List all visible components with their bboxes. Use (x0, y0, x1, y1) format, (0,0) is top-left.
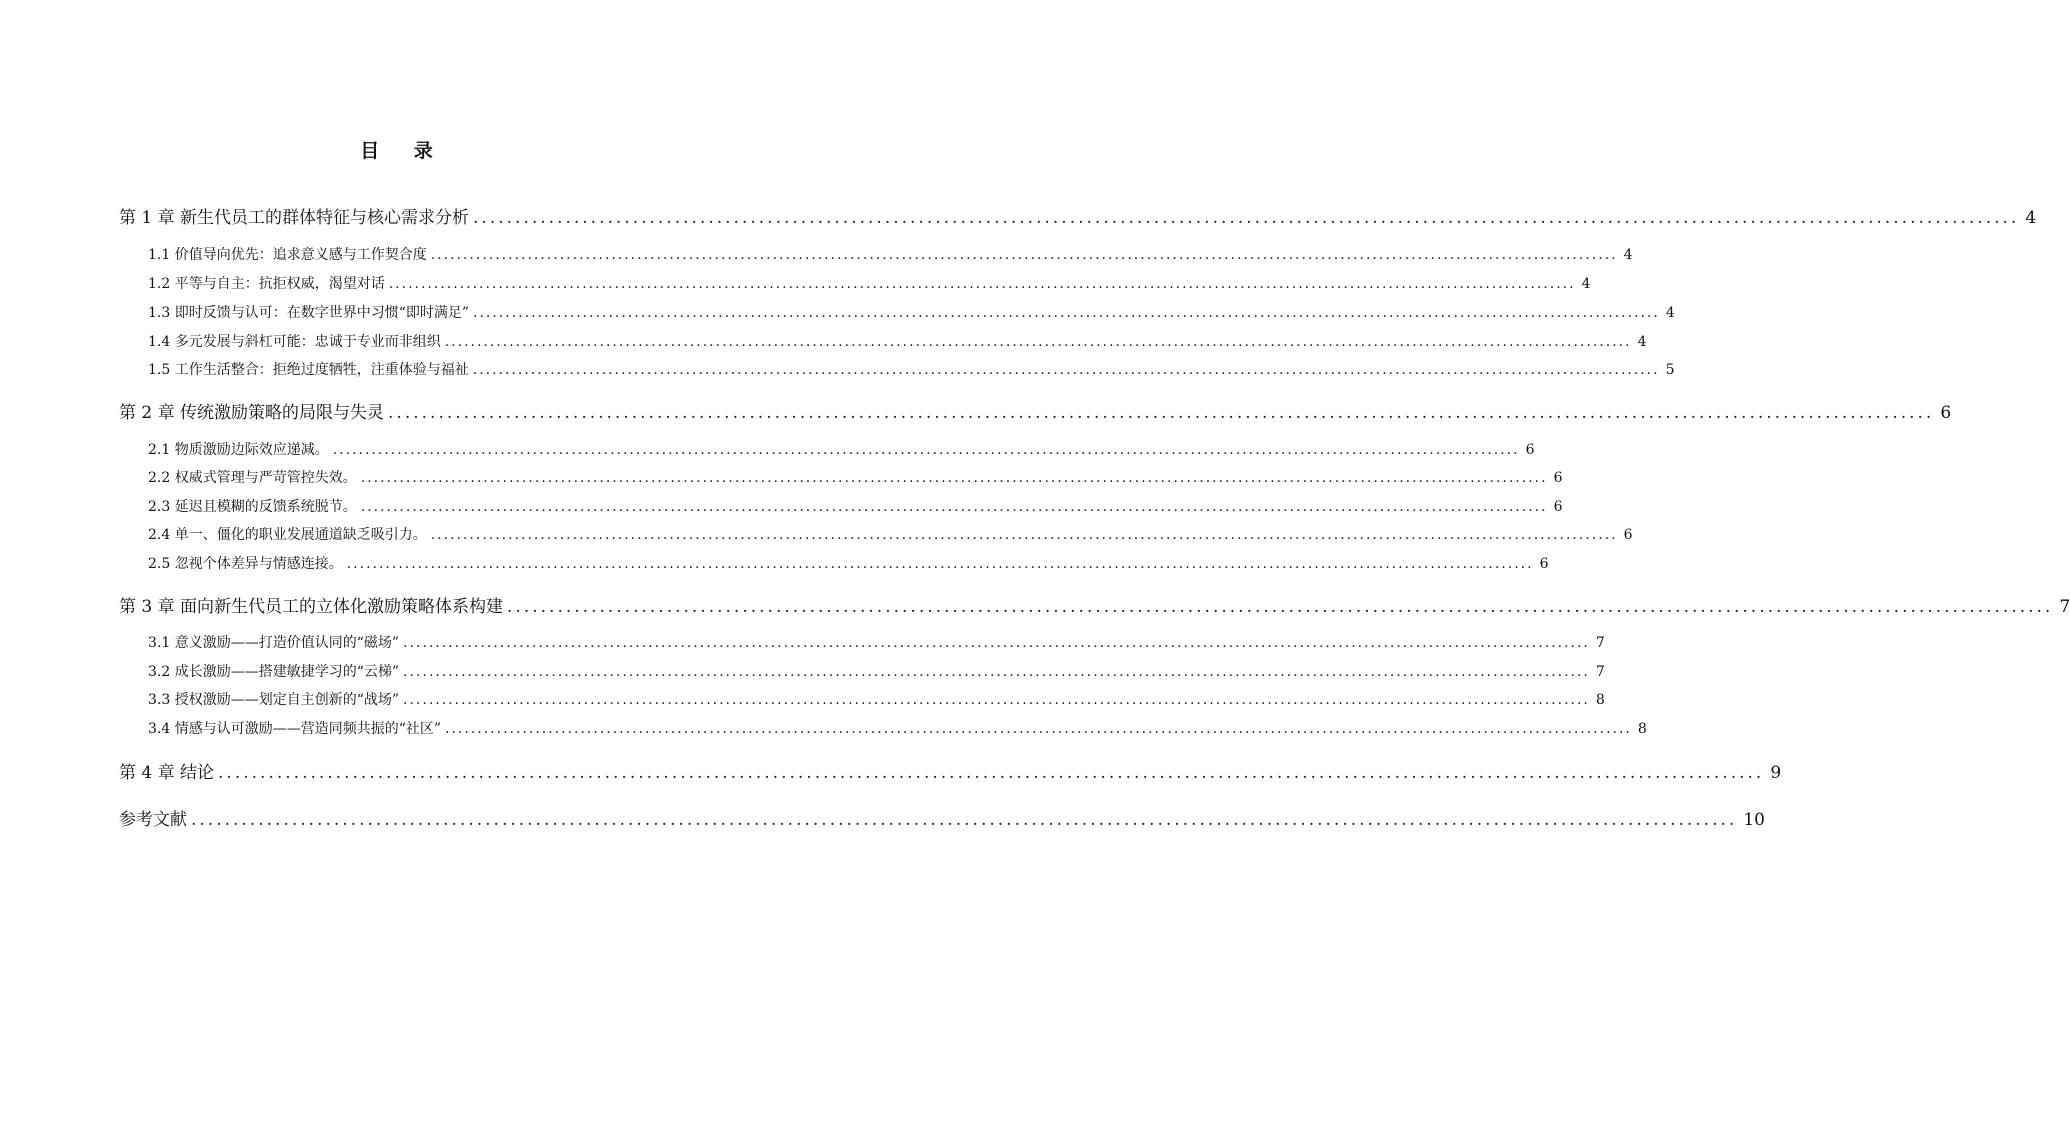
dot-leader: ........................................................................................................................................................................................ (445, 721, 1632, 737)
toc-entry-label: 1.1 价值导向优先：追求意义感与工作契合度 (148, 247, 427, 263)
toc-entry-page: 4 (1665, 305, 1675, 321)
toc-entry-label: 2.1 物质激励边际效应递减。 (148, 442, 329, 458)
dot-leader: ........................................................................................................................................................................................ (360, 499, 1548, 515)
toc-entry-label: 2.5 忽视个体差异与情感连接。 (148, 556, 343, 572)
dot-leader: ........................................................................................................................................................................................ (472, 362, 1660, 378)
toc-entry-page: 8 (1637, 721, 1647, 737)
toc-entry-page: 4 (1623, 247, 1633, 263)
toc-entry-page: 6 (1553, 470, 1563, 486)
toc-entry-section-3-3[interactable] (148, 689, 1605, 709)
toc-entry-page: 6 (1623, 527, 1633, 543)
dot-leader: ........................................................................................................................................................................................ (403, 635, 1590, 651)
toc-entry-label: 1.3 即时反馈与认可：在数字世界中习惯“即时满足” (148, 305, 470, 321)
dot-leader: ........................................................................................................................................................................................ (360, 470, 1548, 486)
toc-title: 目 录 (360, 140, 447, 162)
toc-entry-page: 4 (2025, 208, 2037, 228)
toc-entry-label: 3.4 情感与认可激励——营造同频共振的“社区” (148, 721, 442, 737)
toc-entry-label: 2.3 延迟且模糊的反馈系统脱节。 (148, 499, 357, 515)
toc-entry-section-1-1[interactable] (148, 244, 1633, 264)
toc-entry-section-2-3[interactable] (148, 496, 1563, 516)
toc-entry-label: 第 2 章 传统激励策略的局限与失灵 (119, 403, 385, 423)
toc-entry-page: 6 (1940, 403, 1952, 423)
dot-leader: ........................................................................................................................................................................................ (218, 763, 1765, 783)
toc-entry-section-1-4[interactable] (148, 331, 1647, 351)
toc-entry-page: 7 (1595, 664, 1605, 680)
toc-entry-label: 1.2 平等与自主：抗拒权威，渴望对话 (148, 276, 385, 292)
toc-entry-label: 1.4 多元发展与斜杠可能：忠诚于专业而非组织 (148, 334, 441, 350)
toc-entry-page: 7 (1595, 635, 1605, 651)
toc-entry-chapter-2[interactable] (119, 398, 1952, 423)
dot-leader: ........................................................................................................................................................................................ (191, 810, 1738, 830)
toc-entry-page: 10 (1743, 810, 1765, 830)
toc-entry-chapter-3[interactable] (119, 592, 2070, 617)
dot-leader: ........................................................................................................................................................................................ (473, 305, 1660, 321)
toc-entry-label: 第 3 章 面向新生代员工的立体化激励策略体系构建 (119, 597, 504, 617)
dot-leader: ........................................................................................................................................................................................ (473, 208, 2020, 228)
toc-entry-label: 2.2 权威式管理与严苛管控失效。 (148, 470, 357, 486)
toc-entry-section-1-3[interactable] (148, 302, 1675, 322)
toc-entry-label: 3.2 成长激励——搭建敏捷学习的“云梯” (148, 664, 400, 680)
dot-leader: ........................................................................................................................................................................................ (332, 442, 1520, 458)
toc-entry-section-3-2[interactable] (148, 661, 1605, 681)
toc-entry-page: 4 (1637, 334, 1647, 350)
toc-entry-label: 1.5 工作生活整合：拒绝过度牺牲，注重体验与福祉 (148, 362, 469, 378)
toc-entry-page: 4 (1581, 276, 1591, 292)
toc-entry-section-2-5[interactable] (148, 553, 1549, 573)
dot-leader: ........................................................................................................................................................................................ (388, 276, 1576, 292)
toc-entry-page: 8 (1595, 692, 1605, 708)
toc-entry-section-3-1[interactable] (148, 632, 1605, 652)
dot-leader: ........................................................................................................................................................................................ (403, 692, 1590, 708)
toc-entry-section-2-1[interactable] (148, 439, 1535, 459)
toc-entry-page: 6 (1539, 556, 1549, 572)
toc-entry-label: 2.4 单一、僵化的职业发展通道缺乏吸引力。 (148, 527, 427, 543)
dot-leader: ........................................................................................................................................................................................ (403, 664, 1590, 680)
toc-entry-section-1-2[interactable] (148, 273, 1591, 293)
toc-entry-page: 5 (1665, 362, 1675, 378)
dot-leader: ........................................................................................................................................................................................ (388, 403, 1935, 423)
dot-leader: ........................................................................................................................................................................................ (430, 247, 1618, 263)
dot-leader: ........................................................................................................................................................................................ (507, 597, 2054, 617)
toc-entry-page: 9 (1770, 763, 1782, 783)
toc-entry-section-2-2[interactable] (148, 467, 1563, 487)
toc-entry-chapter-4[interactable] (119, 758, 1782, 783)
toc-entry-section-2-4[interactable] (148, 524, 1633, 544)
toc-entry-page: 7 (2059, 597, 2070, 617)
toc-entry-label: 参考文献 (119, 810, 187, 830)
dot-leader: ........................................................................................................................................................................................ (430, 527, 1618, 543)
dot-leader: ........................................................................................................................................................................................ (346, 556, 1534, 572)
toc-entry-chapter-1[interactable] (119, 203, 2037, 228)
toc-entry-label: 第 4 章 结论 (119, 763, 215, 783)
toc-entry-label: 第 1 章 新生代员工的群体特征与核心需求分析 (119, 208, 470, 228)
toc-entry-section-1-5[interactable] (148, 359, 1675, 379)
toc-entry-section-3-4[interactable] (148, 718, 1647, 738)
toc-entry-label: 3.1 意义激励——打造价值认同的“磁场” (148, 635, 400, 651)
toc-entry-page: 6 (1553, 499, 1563, 515)
toc-entry-page: 6 (1525, 442, 1535, 458)
toc-entry-label: 3.3 授权激励——划定自主创新的“战场” (148, 692, 400, 708)
toc-entry-references[interactable] (119, 805, 1765, 830)
dot-leader: ........................................................................................................................................................................................ (444, 334, 1632, 350)
